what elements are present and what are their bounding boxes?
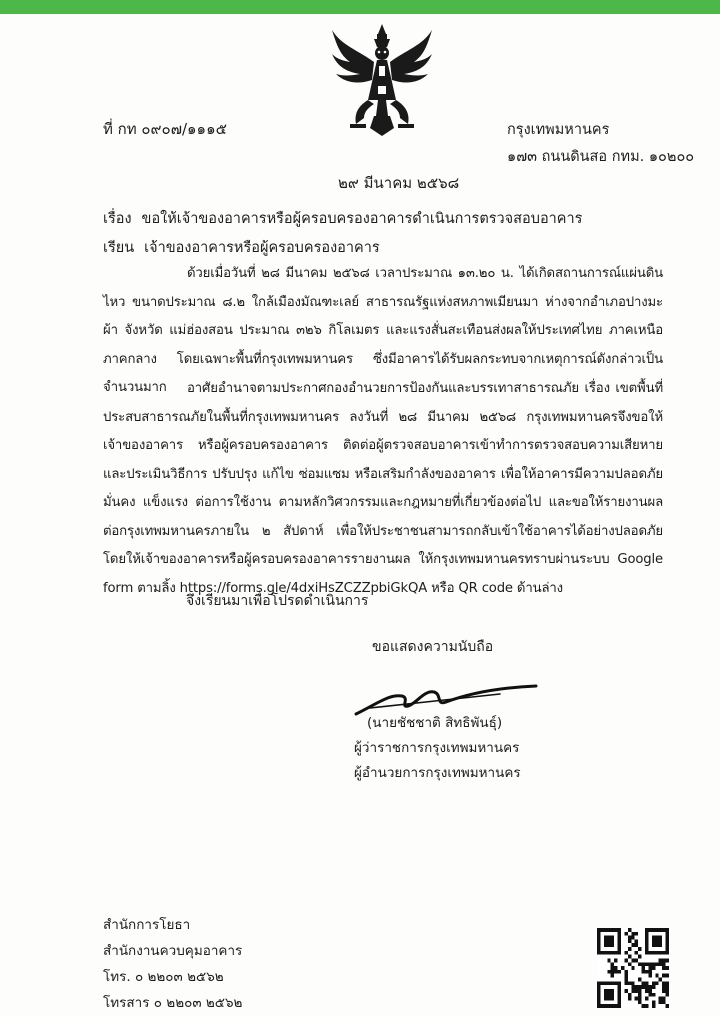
closing-line: จึงเรียนมาเพื่อโปรดดำเนินการ	[186, 593, 369, 609]
subject-text: ขอให้เจ้าของอาคารหรือผู้ครอบครองอาคารดำเนินการตรวจสอบอาคาร	[141, 211, 583, 227]
letter-date: ๒๙ มีนาคม ๒๕๖๘	[338, 174, 460, 192]
top-green-bar	[0, 0, 720, 14]
office-division: สำนักงานควบคุมอาคาร	[103, 943, 243, 959]
signer-block	[354, 711, 521, 786]
signer-title-governor: ผู้ว่าราชการกรุงเทพมหานคร	[354, 740, 520, 756]
paragraph-earthquake-event: ด้วยเมื่อวันที่ ๒๘ มีนาคม ๒๕๖๘ เวลาประมาณ ๑๓.๒๐ น. ได้เกิดสถานการณ์แผ่นดินไหว ขนาดประมาณ ๘.๒ ใกล้เมืองมัณฑะเลย์ สาธารณรัฐแห่งสหภาพเมียนมา ห่างจากอำเภอปางมะผ้า จังหวัด แม่ฮ่องสอน ประมาณ ๓๒๖ กิโลเมตร และแรงสั่นสะเทือนส่งผลให้ประเทศไทย ภาคเหนือ ภาคกลาง โดยเฉพาะพื้นที่กรุงเทพมหานคร ซึ่งมีอาคารได้รับผลกระทบจากเหตุการณ์ดังกล่าวเป็นจำนวนมาก	[103, 266, 663, 395]
sender-address: ๑๗๓ ถนนดินสอ กทม. ๑๐๒๐๐	[507, 149, 695, 165]
subject-line	[103, 207, 582, 230]
salutation-line	[103, 236, 380, 259]
regards-line: ขอแสดงความนับถือ	[372, 639, 494, 655]
reference-number: ที่ กท ๐๙๐๗/๑๑๑๕	[103, 120, 227, 138]
salutation-label: เรียน	[103, 240, 135, 256]
office-phone: โทร. ๐ ๒๒๐๓ ๒๕๖๒	[103, 969, 224, 985]
sender-block	[507, 117, 694, 171]
salutation-text: เจ้าของอาคารหรือผู้ครอบครองอาคาร	[144, 240, 380, 256]
official-letter	[0, 14, 720, 1017]
office-fax: โทรสาร ๐ ๒๒๐๓ ๒๕๖๒	[103, 995, 243, 1011]
paragraph-inspection-request: อาศัยอำนาจตามประกาศกองอำนวยการป้องกันและบรรเทาสาธารณภัย เรื่อง เขตพื้นที่ ประสบสาธารณภัยในพื้นที่กรุงเทพมหานคร ลงวันที่ ๒๘ มีนาคม ๒๕๖๘ กรุงเทพมหานครจึงขอให้เจ้าของอาคาร หรือผู้ครอบครองอาคาร ติดต่อผู้ตรวจสอบอาคารเข้าทำการตรวจสอบความเสียหาย และประเมินวิธีการ ปรับปรุง แก้ไข ซ่อมแซม หรือเสริมกำลังของอาคาร เพื่อให้อาคารมีความปลอดภัย มั่นคง แข็งแรง ต่อการใช้งาน ตามหลักวิศวกรรมและกฎหมายที่เกี่ยวข้องต่อไป และขอให้รายงานผลต่อกรุงเทพมหานครภายใน ๒ สัปดาห์ เพื่อให้ประชาชนสามารถกลับเข้าใช้อาคารได้อย่างปลอดภัย โดยให้เจ้าของอาคารหรือผู้ครอบครองอาคารรายงานผล ให้กรุงเทพมหานครทราบผ่านระบบ Google form ตามลิ้ง https://forms.gle/4dxiHsZCZZpbiGkQA หรือ QR code ด้านล่าง	[103, 381, 663, 596]
office-department: สำนักการโยธา	[103, 917, 191, 933]
sender-organization: กรุงเทพมหานคร	[507, 122, 610, 138]
office-contact-block	[103, 912, 242, 1016]
signer-title-director: ผู้อำนวยการกรุงเทพมหานคร	[354, 765, 521, 781]
subject-label: เรื่อง	[103, 211, 132, 227]
signer-name: (นายชัชชาติ สิทธิพันธุ์)	[367, 715, 503, 731]
garuda-emblem-icon	[328, 20, 436, 140]
qr-code-icon[interactable]	[597, 928, 669, 1008]
